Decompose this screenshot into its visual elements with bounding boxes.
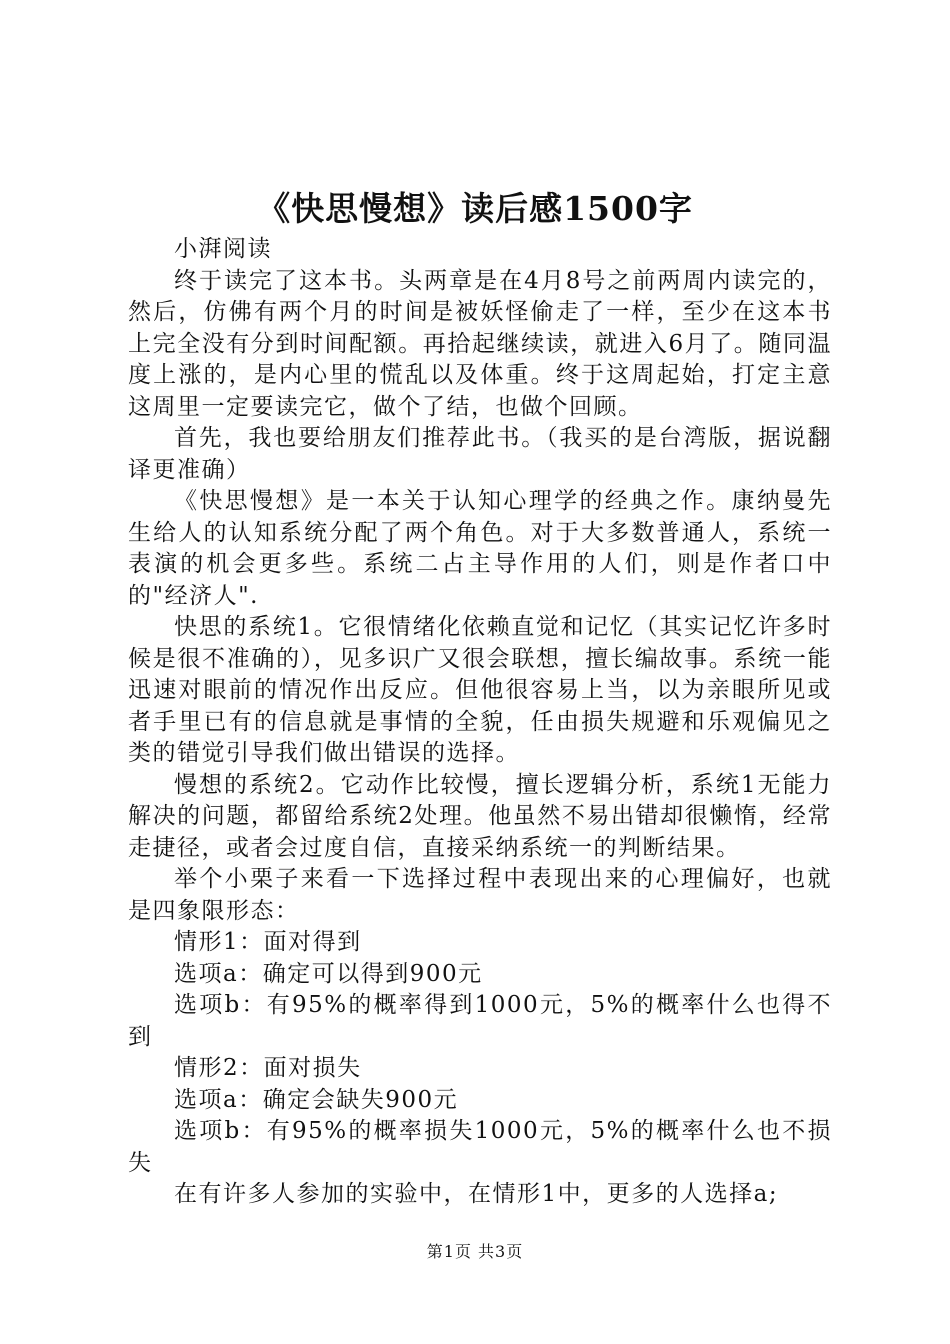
paragraph: 首先，我也要给朋友们推荐此书。（我买的是台湾版，据说翻译更准确）	[128, 425, 832, 483]
option-line: 选项b：有95%的概率损失1000元，5%的概率什么也不损失	[128, 1118, 832, 1176]
page-number-footer: 第1页 共3页	[426, 1242, 524, 1261]
document-title: 《快思慢想》读后感1500字	[257, 189, 693, 228]
paragraph: 快思的系统1。它很情绪化依赖直觉和记忆（其实记忆许多时候是很不准确的），见多识广又很会联想，擅长编故事。系统一能迅速对眼前的情况作出反应。但他很容易上当，以为亲眼所见或者手里已有的信息就是事情的全貌，任由损失规避和乐观偏见之类的错觉引导我们做出错误的选择。	[128, 614, 832, 766]
paragraph: 《快思慢想》是一本关于认知心理学的经典之作。康纳曼先生给人的认知系统分配了两个角色。对于大多数普通人，系统一表演的机会更多些。系统二占主导作用的人们，则是作者口中的"经济人".	[128, 488, 832, 609]
paragraph-source: 小湃阅读	[174, 236, 272, 262]
option-line: 选项b：有95%的概率得到1000元，5%的概率什么也得不到	[128, 992, 832, 1050]
scenario-heading: 情形1：面对得到	[174, 929, 362, 955]
scenario-heading: 情形2：面对损失	[174, 1055, 362, 1081]
option-line: 选项a：确定会缺失900元	[174, 1086, 459, 1113]
paragraph: 终于读完了这本书。头两章是在4月8号之前两周内读完的，然后，仿佛有两个月的时间是被妖怪偷走了一样，至少在这本书上完全没有分到时间配额。再拾起继续读，就进入6月了。随同温度上涨的，是内心里的慌乱以及体重。终于这周起始，打定主意这周里一定要读完它，做个了结，也做个回顾。	[128, 267, 832, 420]
paragraph: 慢想的系统2。它动作比较慢，擅长逻辑分析，系统1无能力解决的问题，都留给系统2处理。他虽然不易出错却很懒惰，经常走捷径，或者会过度自信，直接采纳系统一的判断结果。	[128, 771, 832, 861]
paragraph: 举个小栗子来看一下选择过程中表现出来的心理偏好，也就是四象限形态：	[128, 866, 832, 924]
document-body	[128, 234, 832, 1211]
option-line: 选项a：确定可以得到900元	[174, 960, 483, 987]
paragraph: 在有许多人参加的实验中，在情形1中，更多的人选择a;	[174, 1181, 779, 1207]
